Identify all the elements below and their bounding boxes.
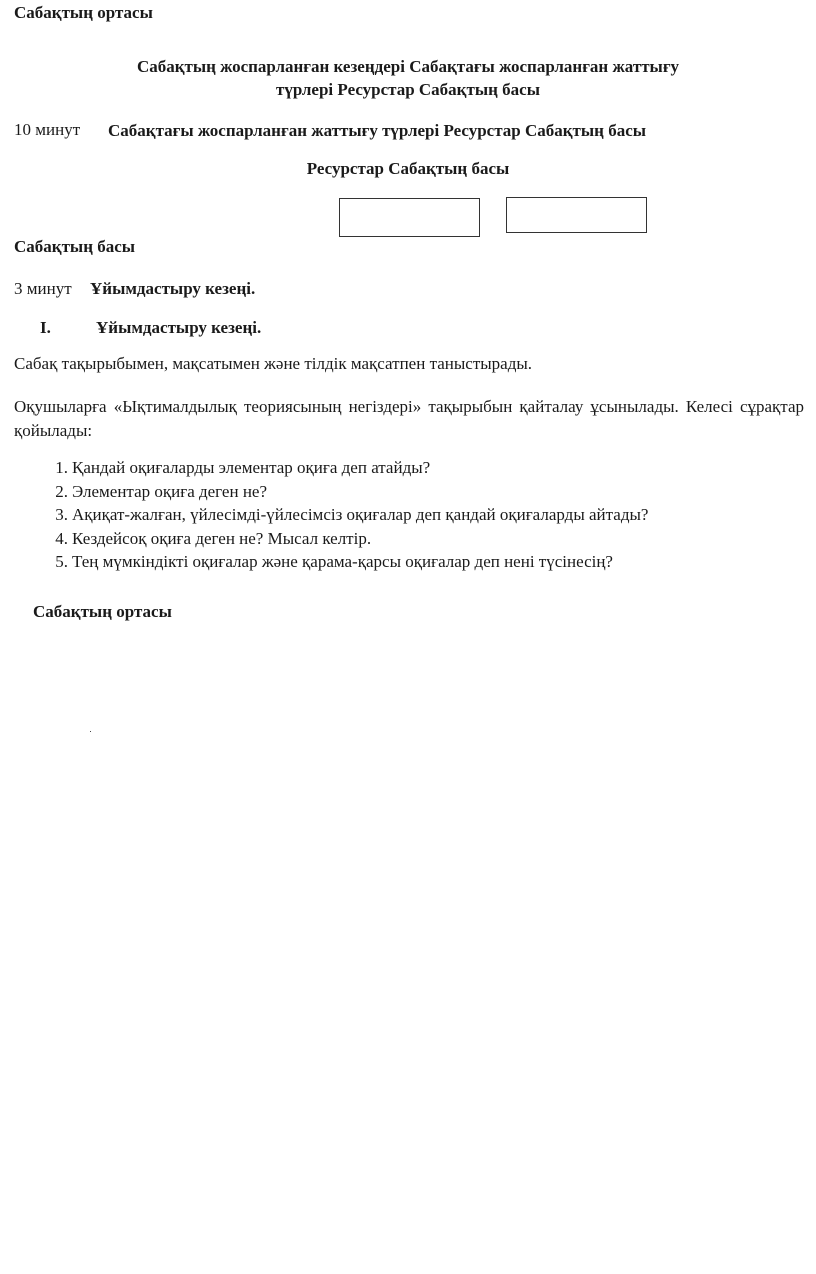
center-heading-line-1: Сабақтың жоспарланған кезеңдері Сабақтағы жоспарланған жаттығу	[136, 57, 680, 76]
bottom-heading: Сабақтың ортасы	[33, 602, 172, 621]
list-item	[14, 456, 648, 480]
lesson-start-heading: Сабақтың басы	[14, 237, 136, 256]
time-3-minutes: 3 минут	[14, 279, 72, 298]
empty-box-right	[506, 197, 647, 233]
list-text: Ақиқат-жалған, үйлесімді-үйлесімсіз оқиғалар деп қандай оқиғаларды айтады?	[72, 505, 649, 524]
time-10-minutes: 10 минут	[14, 120, 81, 139]
list-number: 2.	[55, 481, 68, 501]
list-text: Элементар оқиға деген не?	[72, 481, 268, 501]
stray-dot	[90, 731, 91, 732]
paragraph-intro: Сабақ тақырыбымен, мақсатымен және тілдік мақсатпен таныстырады.	[14, 354, 533, 373]
list-item	[14, 503, 648, 527]
paragraph-questions-intro: Оқушыларға «Ықтималдылық теориясының негіздері» тақырыбын қайталау ұсынылады. Келесі сұрақтар қойылады:	[14, 397, 804, 440]
list-text: Тең мүмкіндікті оқиғалар және қарама-қарсы оқиғалар деп нені түсінесің?	[72, 552, 613, 571]
row-10-minutes-text: Сабақтағы жоспарланған жаттығу түрлері Ресурстар Сабақтың басы	[108, 121, 647, 140]
section-numeral: I.	[40, 318, 51, 337]
center-heading-line-2: түрлері Ресурстар Сабақтың басы	[276, 80, 540, 99]
list-number: 1.	[55, 458, 68, 477]
list-item	[14, 550, 648, 574]
list-item	[14, 527, 648, 551]
list-item	[14, 480, 648, 504]
list-number: 4.	[55, 528, 68, 548]
center-resources-heading: Ресурстар Сабақтың басы	[306, 159, 510, 178]
questions-list	[14, 456, 648, 574]
section-title: Ұйымдастыру кезеңі.	[96, 318, 262, 337]
list-number: 5.	[55, 552, 68, 571]
empty-box-left	[339, 198, 480, 237]
row-3-minutes-text: Ұйымдастыру кезеңі.	[90, 279, 256, 298]
list-text: Кездейсоқ оқиға деген не? Мысал келтір.	[72, 528, 372, 548]
list-text: Қандай оқиғаларды элементар оқиға деп атайды?	[72, 458, 431, 477]
top-heading: Сабақтың ортасы	[14, 3, 153, 22]
list-number: 3.	[55, 505, 68, 524]
